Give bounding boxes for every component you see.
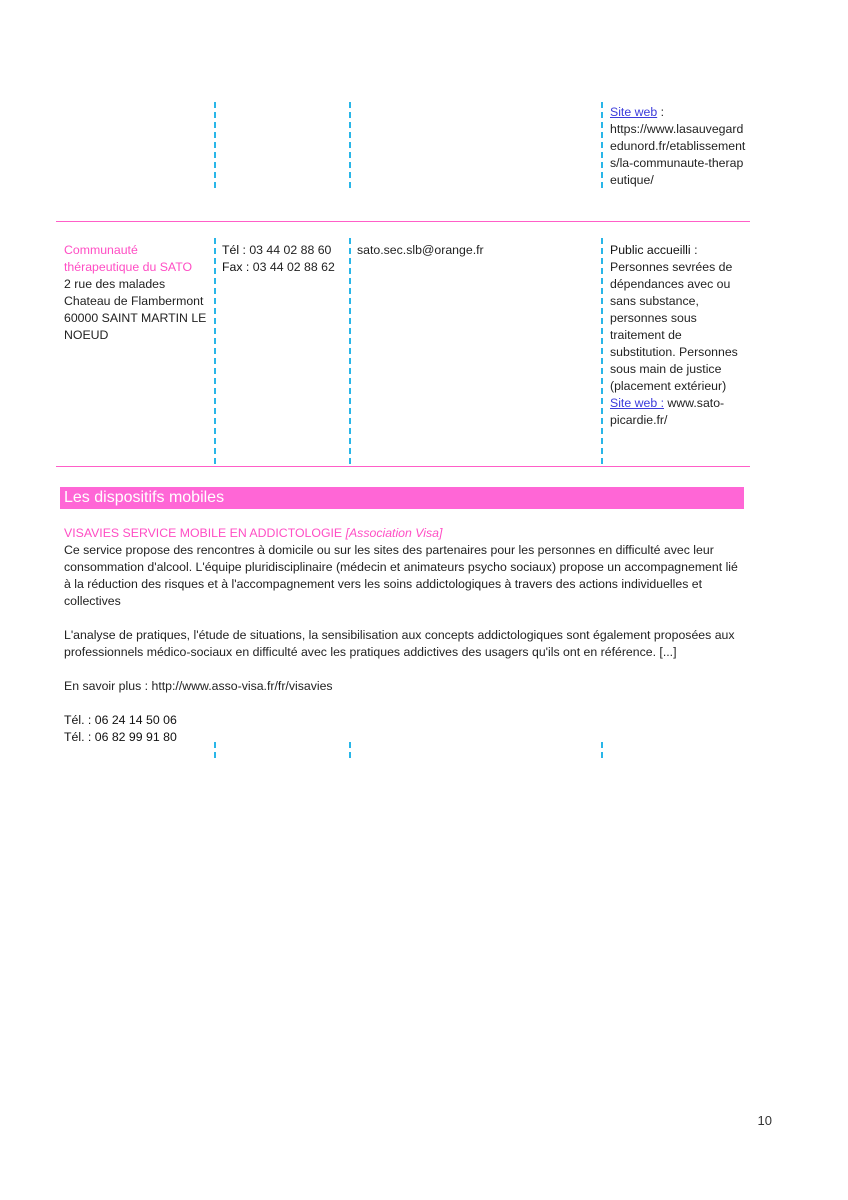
column-divider — [214, 742, 216, 758]
website-link[interactable]: Site web : — [610, 396, 664, 410]
service-block — [64, 525, 748, 746]
email-address[interactable]: sato.sec.slb@orange.fr — [357, 243, 484, 257]
service-organisation: [Association Visa] — [345, 526, 443, 540]
column-divider — [601, 102, 603, 188]
public-separator: : — [690, 243, 698, 257]
section-banner: Les dispositifs mobiles — [60, 487, 744, 509]
fax-value: 03 44 02 88 62 — [249, 260, 335, 274]
tel-value: 03 44 02 88 60 — [245, 243, 332, 257]
tel-label: Tél : — [222, 243, 246, 257]
service-title-line — [64, 525, 748, 542]
column-divider — [214, 238, 216, 464]
website-separator: : — [657, 105, 665, 119]
column-divider — [349, 102, 351, 188]
structure-cell — [64, 242, 209, 344]
column-divider — [601, 238, 603, 464]
phone-number: Tél. : 06 82 99 91 80 — [64, 730, 177, 744]
website-url[interactable]: www.sato-picardie.fr/ — [610, 396, 725, 427]
structure-name: Communauté thérapeutique du SATO — [64, 243, 193, 274]
email-cell — [357, 242, 597, 259]
column-divider — [601, 742, 603, 758]
address-line: Chateau de Flambermont — [64, 294, 204, 308]
service-description-2: L'analyse de pratiques, l'étude de situations, la sensibilisation aux concepts addictologiques sont également proposées aux professionnels médico-sociaux en difficulté avec les pratiques addictives des usagers qu'ils ont en référence. [...] — [64, 628, 735, 659]
column-divider — [349, 238, 351, 464]
page-number: 10 — [757, 1113, 772, 1128]
column-divider — [214, 102, 216, 188]
public-cell — [610, 242, 740, 429]
phone-number: Tél. : 06 24 14 50 06 — [64, 713, 177, 727]
address-line: 60000 SAINT MARTIN LE NOEUD — [64, 311, 207, 342]
column-divider — [349, 742, 351, 758]
service-description: Ce service propose des rencontres à domicile ou sur les sites des partenaires pour les personnes en difficulté avec leur consommation d'alcool. L'équipe pluridisciplinaire (médecin et animateurs psycho sociaux) propose un accompagnement lié à la réduction des risques et à l'accompagnement vers les soins addictologiques à travers des actions individuelles et collectives — [64, 543, 738, 608]
row-divider — [56, 466, 750, 467]
public-text: Personnes sevrées de dépendances avec ou sans substance, personnes sous traitement de substitution. Personnes sous main de justice (placement extérieur) — [610, 260, 738, 393]
address-line: 2 rue des malades — [64, 277, 166, 291]
website-link[interactable]: Site web — [610, 105, 658, 119]
public-label: Public accueilli — [610, 243, 691, 257]
row-divider — [56, 221, 750, 222]
service-title: VISAVIES SERVICE MOBILE EN ADDICTOLOGIE — [64, 526, 343, 540]
fax-label: Fax : — [222, 260, 250, 274]
more-info-link[interactable]: En savoir plus : http://www.asso-visa.fr/fr/visavies — [64, 679, 333, 693]
phone-cell — [222, 242, 347, 276]
website-cell-top — [610, 104, 748, 189]
website-url[interactable]: https://www.lasauvegardedunord.fr/etablissements/la-communaute-therapeutique/ — [610, 122, 746, 187]
